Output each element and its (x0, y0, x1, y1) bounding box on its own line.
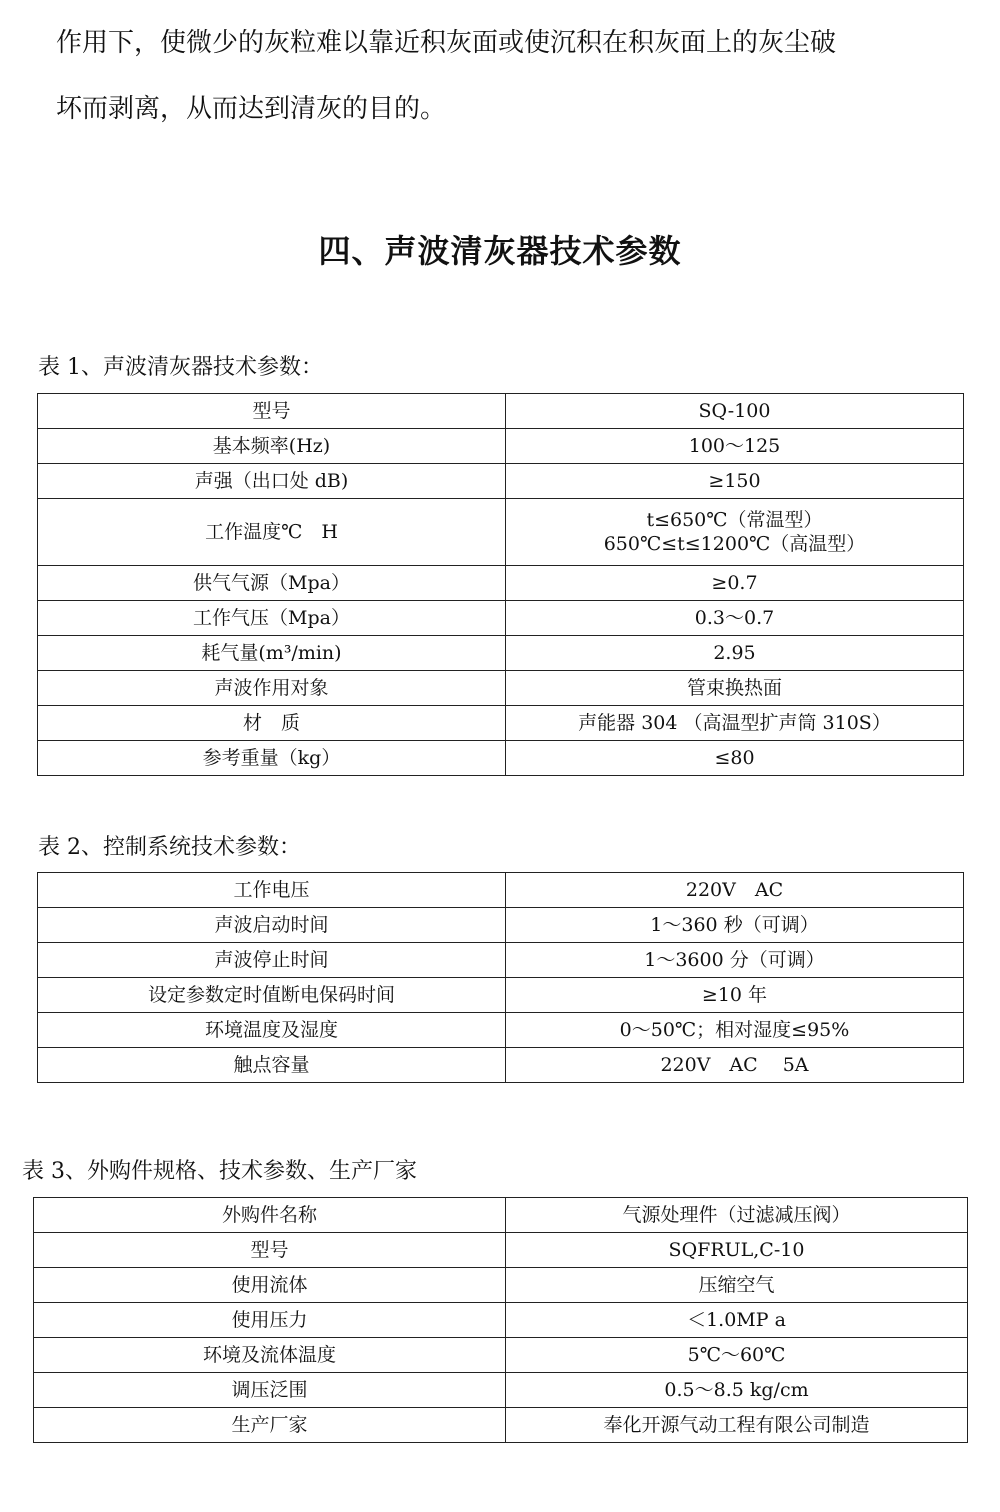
table-row (38, 908, 964, 943)
row-value: ≤80 (506, 741, 964, 776)
table-row (38, 601, 964, 636)
row-label: 供气气源（Mpa） (38, 566, 506, 601)
row-value: SQ-100 (506, 394, 964, 429)
row-label: 材 质 (38, 706, 506, 741)
table-row (34, 1233, 968, 1268)
row-label: 环境及流体温度 (34, 1338, 506, 1373)
table-row (34, 1338, 968, 1373)
row-label: 声波停止时间 (38, 943, 506, 978)
row-label: 调压泛围 (34, 1373, 506, 1408)
row-value: 1～360 秒（可调） (506, 908, 964, 943)
table-row (38, 464, 964, 499)
row-value: ≥10 年 (506, 978, 964, 1013)
table-row (38, 1013, 964, 1048)
row-value: 220V AC (506, 873, 964, 908)
row-label: 工作电压 (38, 873, 506, 908)
row-label: 外购件名称 (34, 1198, 506, 1233)
row-label: 声强（出口处 dB) (38, 464, 506, 499)
table-row (34, 1303, 968, 1338)
table-2-control-system-parameters (37, 872, 964, 1083)
row-label: 参考重量（kg） (38, 741, 506, 776)
row-value: 0.3～0.7 (506, 601, 964, 636)
row-value: SQFRUL,C-10 (506, 1233, 968, 1268)
table-row (38, 1048, 964, 1083)
row-value: ≥150 (506, 464, 964, 499)
table-row (38, 671, 964, 706)
row-label: 使用压力 (34, 1303, 506, 1338)
row-label: 设定参数定时值断电保码时间 (38, 978, 506, 1013)
row-label: 型号 (34, 1233, 506, 1268)
row-value: 声能器 304 （高温型扩声筒 310S） (506, 706, 964, 741)
row-label: 环境温度及湿度 (38, 1013, 506, 1048)
table-3-purchased-parts (33, 1197, 968, 1443)
row-value: 气源处理件（过滤减压阀） (506, 1198, 968, 1233)
row-value: 5℃～60℃ (506, 1338, 968, 1373)
paragraph-line-2: 坏而剥离，从而达到清灰的目的。 (56, 94, 447, 124)
row-value: ＜1.0MP a (506, 1303, 968, 1338)
table-row (38, 636, 964, 671)
row-value: 1～3600 分（可调） (506, 943, 964, 978)
row-label: 触点容量 (38, 1048, 506, 1083)
row-value: 2.95 (506, 636, 964, 671)
table-row (34, 1268, 968, 1303)
row-label: 型号 (38, 394, 506, 429)
row-value: 管束换热面 (506, 671, 964, 706)
row-value: 100～125 (506, 429, 964, 464)
table-row (38, 978, 964, 1013)
table-row (38, 566, 964, 601)
table-row (38, 873, 964, 908)
table-row (38, 429, 964, 464)
table-2-caption: 表 2、控制系统技术参数： (38, 835, 301, 860)
row-label: 耗气量(m³/min) (38, 636, 506, 671)
table-row (34, 1373, 968, 1408)
row-label: 使用流体 (34, 1268, 506, 1303)
row-label: 基本频率(Hz) (38, 429, 506, 464)
row-label: 声波作用对象 (38, 671, 506, 706)
table-row (38, 394, 964, 429)
table-row (34, 1408, 968, 1443)
row-label: 声波启动时间 (38, 908, 506, 943)
row-value-line: t≤650℃（常温型） (646, 509, 823, 531)
paragraph-line-1: 作用下，使微少的灰粒难以靠近积灰面或使沉积在积灰面上的灰尘破 (56, 28, 837, 58)
row-label: 工作温度℃ H (38, 499, 506, 566)
table-3-caption: 表 3、外购件规格、技术参数、生产厂家 (22, 1159, 417, 1184)
table-row (38, 499, 964, 566)
row-value (506, 499, 964, 566)
table-1-sonic-soot-blower-parameters (37, 393, 964, 776)
table-row (38, 943, 964, 978)
row-value: 220V AC 5A (506, 1048, 964, 1083)
row-value: ≥0.7 (506, 566, 964, 601)
section-title: 四、声波清灰器技术参数 (318, 232, 682, 270)
table-row (34, 1198, 968, 1233)
row-value: 奉化开源气动工程有限公司制造 (506, 1408, 968, 1443)
row-label: 生产厂家 (34, 1408, 506, 1443)
row-value: 0.5～8.5 kg/cm (506, 1373, 968, 1408)
row-label: 工作气压（Mpa） (38, 601, 506, 636)
table-row (38, 706, 964, 741)
row-value: 0～50℃；相对湿度≤95% (506, 1013, 964, 1048)
table-row (38, 741, 964, 776)
row-value-line: 650℃≤t≤1200℃（高温型） (603, 533, 866, 555)
table-1-caption: 表 1、声波清灰器技术参数： (38, 355, 323, 380)
row-value: 压缩空气 (506, 1268, 968, 1303)
